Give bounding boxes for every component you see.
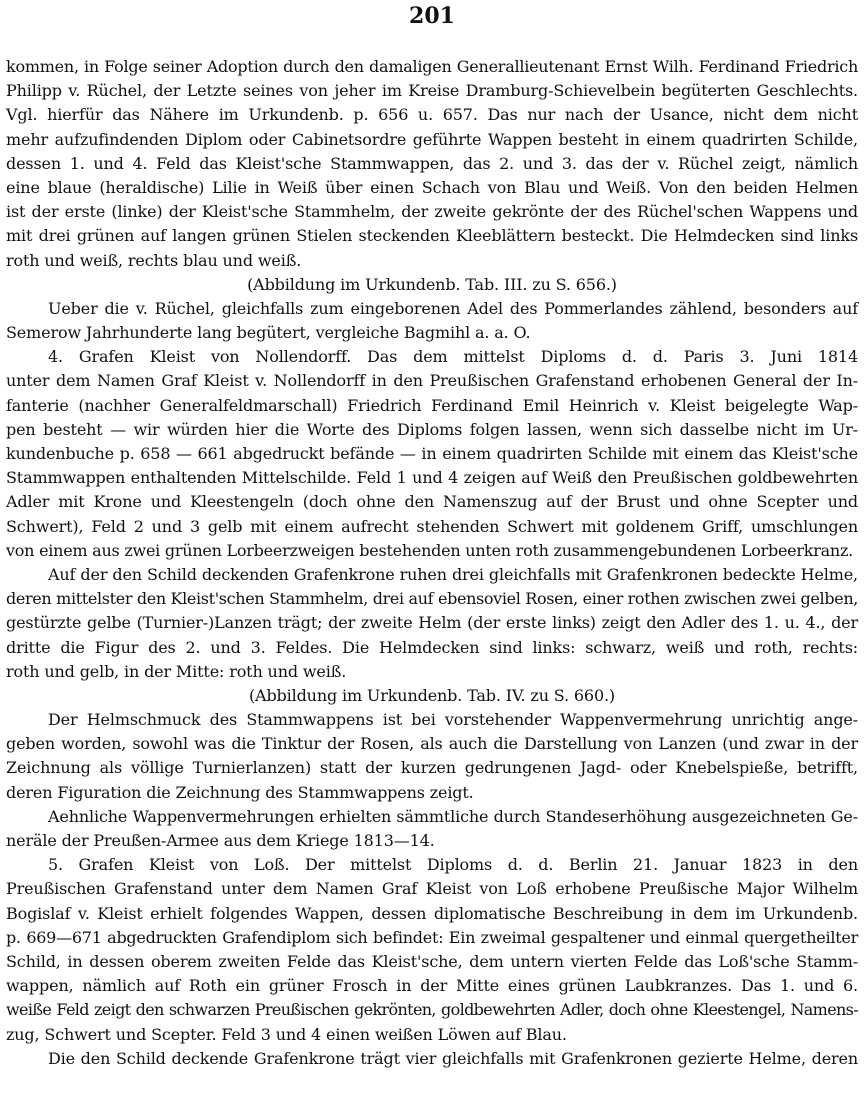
text-line: Aehnliche Wappenvermehrungen erhielten sämmtliche durch Standeserhöhung ausgezeichneten Ge-: [48, 806, 858, 826]
text-line: dessen 1. und 4. Feld das Kleist'sche Stammwappen, das 2. und 3. das der v. Rüchel zeigt, nämlich: [6, 153, 858, 173]
text-line: mehr aufzufindenden Diplom oder Cabinetsordre geführte Wappen besteht in einem quadrirten Schilde,: [6, 129, 858, 149]
text-line: deren mittelster den Kleist'schen Stammhelm, drei auf ebensoviel Rosen, einer rothen zwischen zwei gelben,: [6, 589, 859, 609]
text-line: Philipp v. Rüchel, der Letzte seines von jeher im Kreise Dramburg-Schievelbein begüterten Geschlechts.: [6, 81, 858, 101]
text-line: 4. Grafen Kleist von Nollendorff. Das dem mittelst Diploms d. d. Paris 3. Juni 1814: [48, 347, 858, 367]
text-line: Schild, in dessen oberem zweiten Felde das Kleist'sche, dem untern vierten Felde das Loß'sche Stamm-: [6, 951, 858, 971]
text-line: Der Helmschmuck des Stammwappens ist bei vorstehender Wappenvermehrung unrichtig ange-: [48, 710, 858, 730]
text-line: unter dem Namen Graf Kleist v. Nollendorff in den Preußischen Grafenstand erhobenen General der In-: [6, 371, 858, 391]
text-line: zug, Schwert und Scepter. Feld 3 und 4 einen weißen Löwen auf Blau.: [6, 1024, 567, 1044]
text-line: mit drei grünen auf langen grünen Stielen steckenden Kleeblättern besteckt. Die Helmdecken sind links: [6, 226, 858, 246]
text-line: deren Figuration die Zeichnung des Stammwappens zeigt.: [6, 782, 474, 802]
text-line: 5. Grafen Kleist von Loß. Der mittelst Diploms d. d. Berlin 21. Januar 1823 in den: [48, 855, 858, 875]
text-line: eine blaue (heraldische) Lilie in Weiß über einen Schach von Blau und Weiß. Von den beiden Helmen: [6, 177, 858, 197]
text-line: Ueber die v. Rüchel, gleichfalls zum eingeborenen Adel des Pommerlandes zählend, besonders auf: [48, 298, 858, 318]
text-line: Auf der den Schild deckenden Grafenkrone ruhen drei gleichfalls mit Grafenkronen bedeckte Helme,: [48, 564, 858, 584]
text-line: (Abbildung im Urkundenb. Tab. III. zu S. 656.): [247, 274, 617, 294]
text-line: ist der erste (linke) der Kleist'sche Stammhelm, der zweite gekrönte der des Rüchel'schen Wappens und: [6, 202, 858, 222]
text-line: (Abbildung im Urkundenb. Tab. IV. zu S. 660.): [248, 685, 616, 705]
page-number: 201: [409, 3, 455, 29]
text-line: gestürzte gelbe (Turnier-)Lanzen trägt; der zweite Helm (der erste links) zeigt den Adler des 1. u. 4., der: [6, 613, 858, 633]
text-line: p. 669—671 abgedruckten Grafendiplom sich befindet: Ein zweimal gespaltener und einmal quergetheilter: [6, 927, 858, 947]
text-line: fanterie (nachher Generalfeldmarschall) Friedrich Ferdinand Emil Heinrich v. Kleist beigelegte Wap-: [6, 395, 858, 415]
text-line: kundenbuche p. 658 — 661 abgedruckt befände — in einem quadrirten Schilde mit einem das Kleist'sche: [6, 444, 858, 463]
text-line: geben worden, sowohl was die Tinktur der Rosen, als auch die Darstellung von Lanzen (und zwar in der: [6, 734, 858, 754]
text-line: Stammwappen enthaltenden Mittelschilde. Feld 1 und 4 zeigen auf Weiß den Preußischen goldbewehrten: [6, 468, 858, 488]
text-line: wappen, nämlich auf Roth ein grüner Frosch in der Mitte eines grünen Laubkranzes. Das 1. und 6.: [6, 976, 858, 996]
text-line: dritte die Figur des 2. und 3. Feldes. Die Helmdecken sind links: schwarz, weiß und roth, rechts:: [6, 637, 858, 657]
text-line: roth und weiß, rechts blau und weiß.: [6, 250, 302, 270]
text-line: Semerow Jahrhunderte lang begütert, vergleiche Bagmihl a. a. O.: [6, 323, 531, 343]
text-line: Vgl. hierfür das Nähere im Urkundenb. p. 656 u. 657. Das nur nach der Usance, nicht dem nicht: [6, 105, 858, 125]
text-line: Die den Schild deckende Grafenkrone trägt vier gleichfalls mit Grafenkronen gezierte Helme, deren: [48, 1048, 858, 1068]
text-line: neräle der Preußen-Armee aus dem Kriege 1813—14.: [6, 831, 435, 850]
text-line: von einem aus zwei grünen Lorbeerzweigen bestehenden unten roth zusammengebundenen Lorbeerkranz.: [6, 540, 853, 560]
text-line: Bogislaf v. Kleist erhielt folgendes Wappen, dessen diplomatische Beschreibung in dem im Urkundenb.: [6, 903, 858, 923]
text-line: kommen, in Folge seiner Adoption durch den damaligen Generallieutenant Ernst Wilh. Ferdinand Friedrich: [6, 57, 858, 76]
text-line: pen besteht — wir würden hier die Worte des Diploms folgen lassen, wenn sich dasselbe nicht im Ur-: [6, 419, 858, 439]
text-line: weiße Feld zeigt den schwarzen Preußischen gekrönten, goldbewehrten Adler, doch ohne Kleestengel, Namens-: [6, 1000, 858, 1020]
text-line: roth und gelb, in der Mitte: roth und weiß.: [6, 661, 347, 681]
text-line: Adler mit Krone und Kleestengeln (doch ohne den Namenszug auf der Brust und ohne Scepter und: [6, 492, 858, 512]
text-line: Preußischen Grafenstand unter dem Namen Graf Kleist von Loß erhobene Preußische Major Wilhelm: [6, 879, 858, 899]
text-line: Zeichnung als völlige Turnierlanzen) statt der kurzen gedrungenen Jagd- oder Knebelspieße, betrifft,: [6, 758, 858, 778]
text-line: Schwert), Feld 2 und 3 gelb mit einem aufrecht stehenden Schwert mit goldenem Griff, umschlungen: [6, 516, 858, 536]
body-text: [6, 55, 858, 1071]
